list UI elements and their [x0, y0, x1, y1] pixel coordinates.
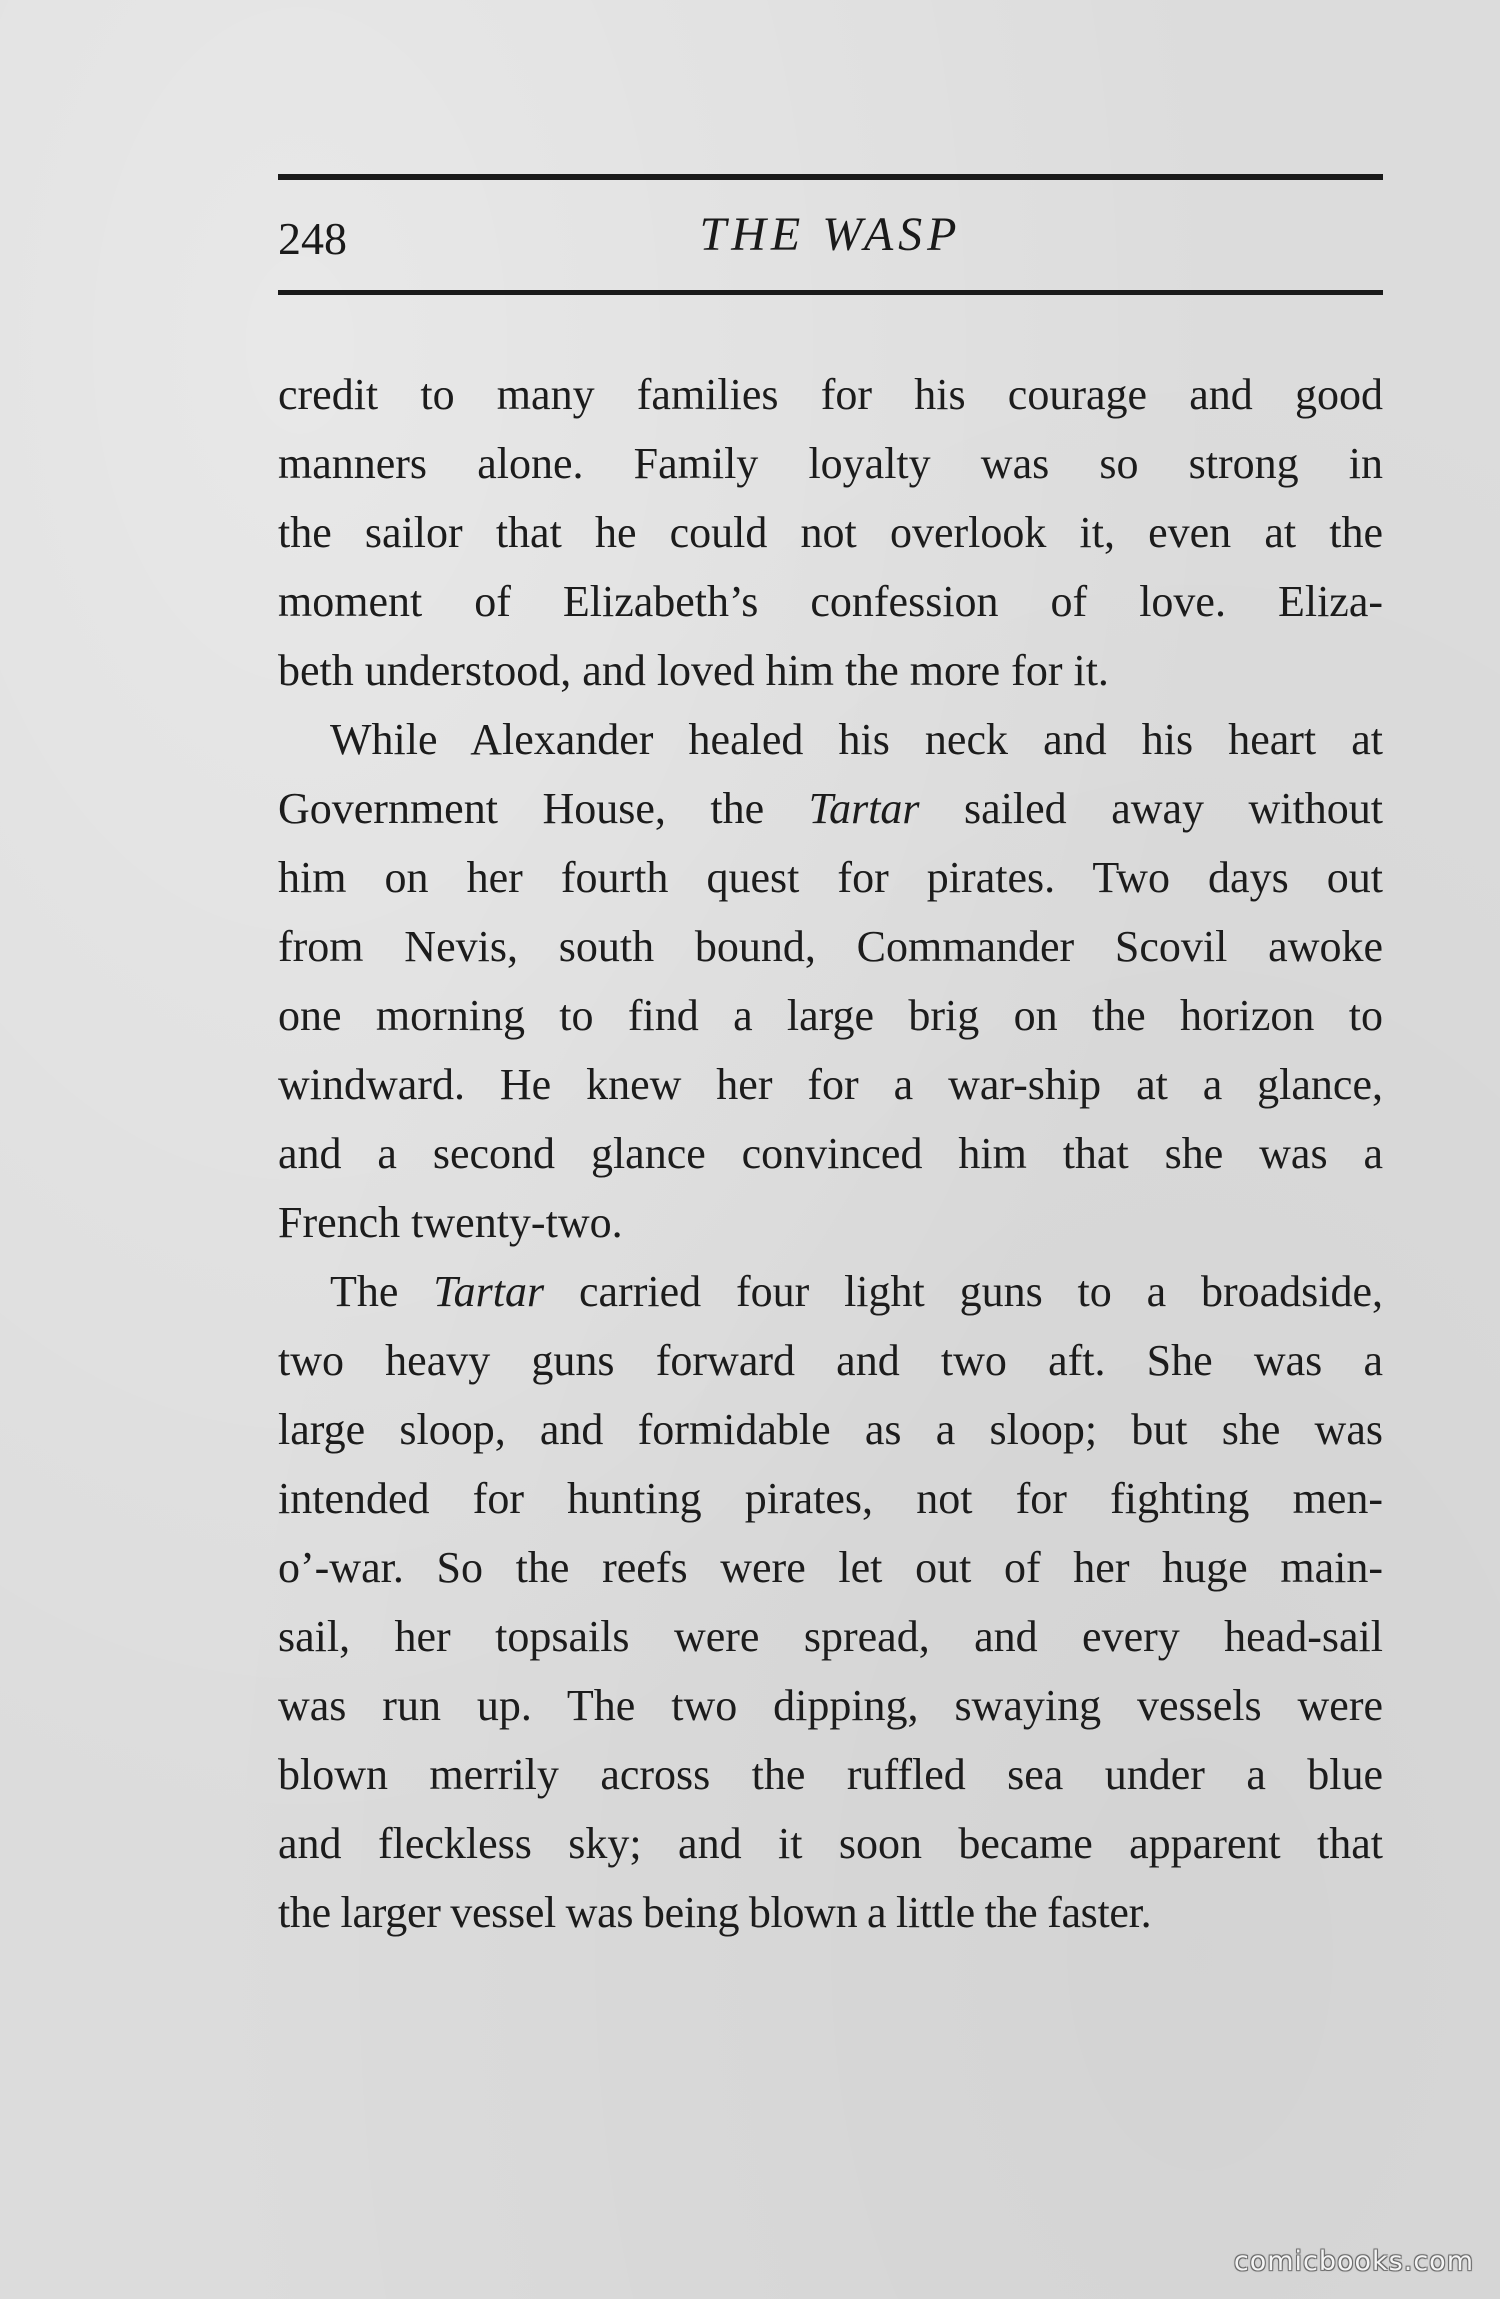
text-line: two heavy guns forward and two aft. She was a — [278, 1336, 1383, 1385]
text-line: o’-war. So the reefs were let out of her huge main- — [278, 1543, 1383, 1592]
site-watermark: comicbooks.com — [1233, 2246, 1474, 2277]
ship-name: Tartar — [433, 1267, 545, 1316]
text-segment: carried four light guns to a broadside, — [544, 1267, 1384, 1316]
book-title: THE WASP — [699, 208, 962, 261]
text-line: intended for hunting pirates, not for fighting men- — [278, 1474, 1383, 1523]
text-line: While Alexander healed his neck and his heart at — [330, 715, 1383, 764]
paragraph-1 — [278, 360, 1383, 705]
text-line — [278, 774, 1383, 843]
text-line — [278, 1257, 1383, 1326]
ship-name: Tartar — [808, 784, 920, 833]
text-line: was run up. The two dipping, swaying vessels were — [278, 1681, 1383, 1730]
text-line: large sloop, and formidable as a sloop; but she was — [278, 1405, 1383, 1454]
text-line: sail, her topsails were spread, and every head-sail — [278, 1612, 1383, 1661]
text-line: manners alone. Family loyalty was so strong in — [278, 439, 1383, 488]
text-segment: Government House, the — [278, 784, 809, 833]
header-bottom-rule — [278, 290, 1383, 295]
text-line: beth understood, and loved him the more for it. — [278, 646, 1109, 695]
text-line: the larger vessel was being blown a little the faster. — [278, 1888, 1152, 1937]
paragraph-3 — [278, 1257, 1383, 1947]
text-line: French twenty-two. — [278, 1198, 623, 1247]
text-line: windward. He knew her for a war-ship at a glance, — [278, 1060, 1383, 1109]
text-line: from Nevis, south bound, Commander Scovil awoke — [278, 922, 1383, 971]
text-line: blown merrily across the ruffled sea under a blue — [278, 1750, 1383, 1799]
text-line: credit to many families for his courage and good — [278, 370, 1383, 419]
paragraph-2 — [278, 705, 1383, 1257]
text-segment: The — [330, 1267, 434, 1316]
text-line: and fleckless sky; and it soon became apparent that — [278, 1819, 1383, 1868]
text-line: the sailor that he could not overlook it, even at the — [278, 508, 1383, 557]
body-text — [278, 360, 1383, 1947]
page-number: 248 — [278, 213, 347, 264]
header-top-rule — [278, 174, 1383, 180]
text-line: and a second glance convinced him that she was a — [278, 1129, 1383, 1178]
text-line: moment of Elizabeth’s confession of love. Eliza- — [278, 577, 1383, 626]
text-line: him on her fourth quest for pirates. Two days out — [278, 853, 1383, 902]
running-head — [278, 205, 1383, 275]
text-line: one morning to find a large brig on the horizon to — [278, 991, 1383, 1040]
text-segment: sailed away without — [919, 784, 1383, 833]
